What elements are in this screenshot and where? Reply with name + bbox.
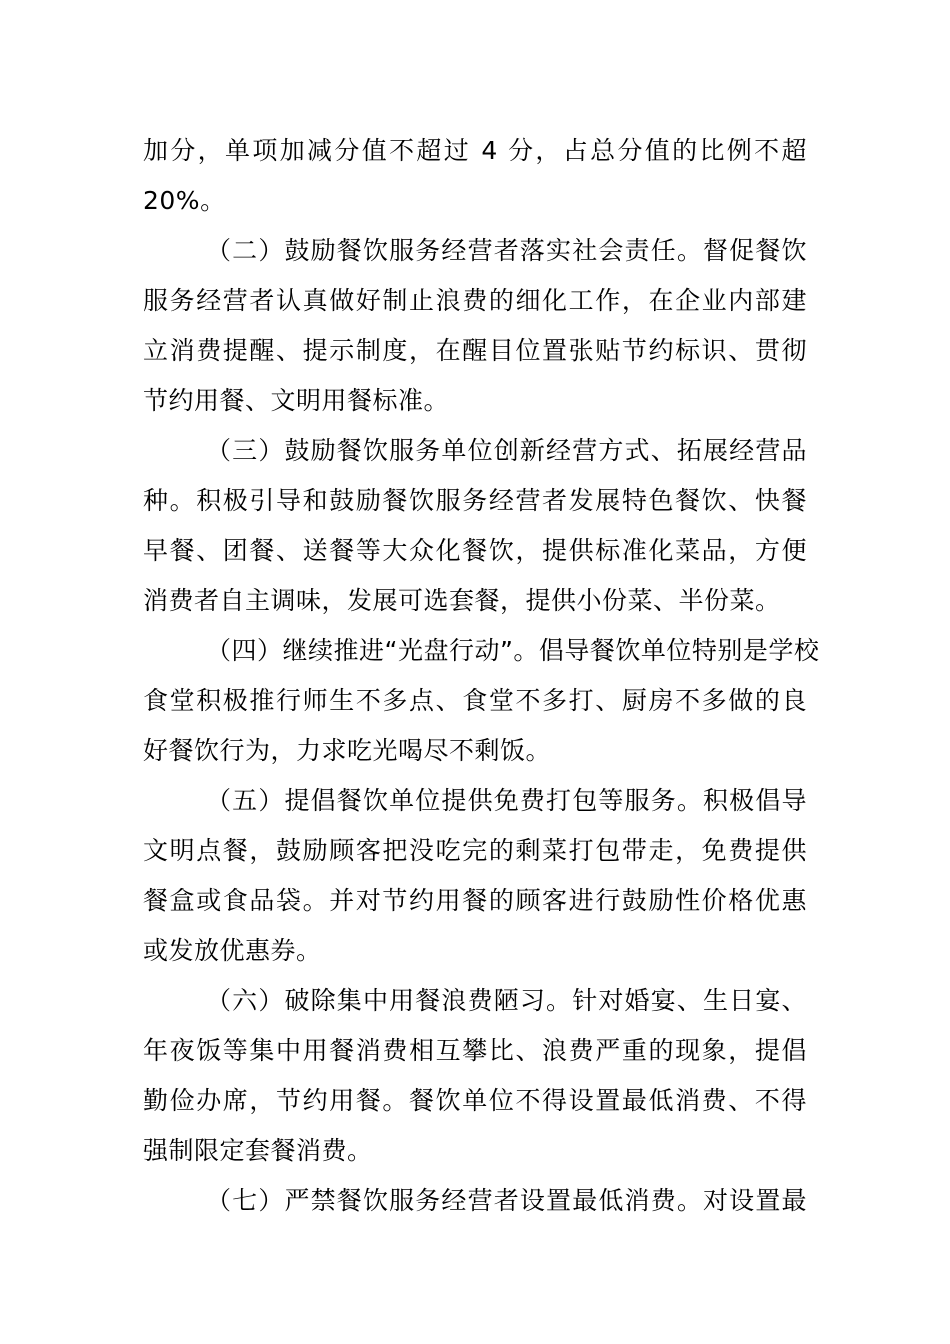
paragraph — [143, 626, 820, 776]
text-line: 早餐、团餐、送餐等大众化餐饮，提供标准化菜品，方便 — [143, 536, 807, 565]
text-line: 好餐饮行为，力求吃光喝尽不剩饭。 — [143, 736, 552, 765]
text-line: 立消费提醒、提示制度，在醒目位置张贴节约标识、贯彻 — [143, 336, 807, 365]
text-line: （六）破除集中用餐浪费陋习。针对婚宴、生日宴、 — [206, 986, 807, 1015]
paragraph — [143, 1176, 807, 1226]
text-line: 强制限定套餐消费。 — [143, 1136, 373, 1165]
text-line: （二）鼓励餐饮服务经营者落实社会责任。督促餐饮 — [206, 236, 807, 265]
text-line: 食堂积极推行师生不多点、食堂不多打、厨房不多做的良 — [143, 686, 807, 715]
paragraph — [143, 226, 807, 426]
document-body — [143, 126, 820, 1226]
text-line: （七）严禁餐饮服务经营者设置最低消费。对设置最 — [206, 1186, 807, 1215]
text-line: 文明点餐，鼓励顾客把没吃完的剩菜打包带走，免费提供 — [143, 836, 807, 865]
text-line: 消费者自主调味，发展可选套餐，提供小份菜、半份菜。 — [143, 586, 781, 615]
text-line: 种。积极引导和鼓励餐饮服务经营者发展特色餐饮、快餐 — [143, 486, 807, 515]
paragraph — [143, 776, 807, 976]
text-line: 节约用餐、文明用餐标准。 — [143, 386, 450, 415]
text-line: 餐盒或食品袋。并对节约用餐的顾客进行鼓励性价格优惠 — [143, 886, 807, 915]
text-line: （四）继续推进“光盘行动”。倡导餐饮单位特别是学校 — [206, 636, 820, 665]
text-line: （五）提倡餐饮单位提供免费打包等服务。积极倡导 — [206, 786, 807, 815]
text-line: 服务经营者认真做好制止浪费的细化工作，在企业内部建 — [143, 286, 807, 315]
text-line: （三）鼓励餐饮服务单位创新经营方式、拓展经营品 — [206, 436, 807, 465]
paragraph — [143, 976, 807, 1176]
text-line: 年夜饭等集中用餐消费相互攀比、浪费严重的现象，提倡 — [143, 1036, 807, 1065]
text-line: 或发放优惠券。 — [143, 936, 322, 965]
paragraph — [143, 126, 807, 226]
text-line: 20%。 — [143, 186, 226, 215]
text-line: 勤俭办席，节约用餐。餐饮单位不得设置最低消费、不得 — [143, 1086, 807, 1115]
paragraph — [143, 426, 807, 626]
text-line: 加分，单项加减分值不超过 4 分，占总分值的比例不超 — [143, 136, 807, 165]
